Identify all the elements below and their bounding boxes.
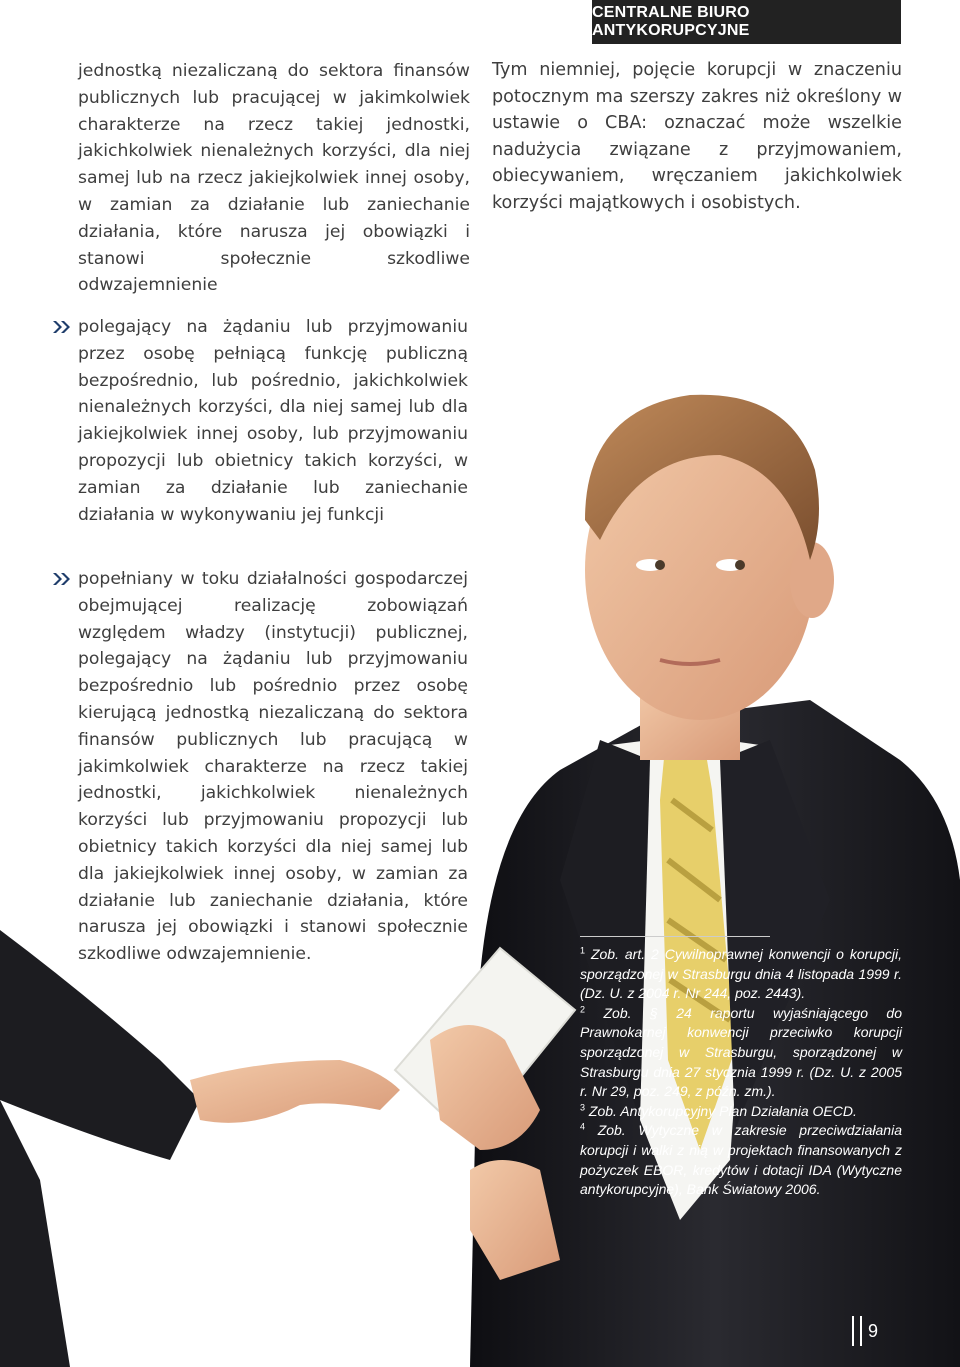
left-intro-paragraph: jednostką niezaliczaną do sektora finansów publicznych lub pracującej w jakimkolwiek charakterze na rzecz takiej jednostki, jakichkolwiek nienależnych korzyści, dla niej samej lub na rzecz jakiejkolwiek innej osoby, w zamian za działanie lub zaniechanie działania, które narusza jej obowiązki i stanowi społecznie szkodliwe odwzajemnienie [78,61,470,296]
double-chevron-icon [52,320,72,334]
footnote-item: $^4$ Zob. Wytyczne w zakresie przeciwdziałania korupcji i walki z nią w projektach finansowanych z pożyczek EBOR, kredytów i dotacji IDA (Wytyczne antykorupcyjne), Bank Światowy 2006. [580,1121,902,1198]
double-chevron-icon [52,572,72,586]
right-intro-paragraph: Tym niemniej, pojęcie korupcji w znaczeniu potocznym ma szerszy zakres niż określony w ustawie o CBA: oznaczać może wszelkie nadużycia związane z przyjmowaniem, obiecywaniem, wręczaniem jakichkolwiek korzyści majątkowych i osobistych. [492,60,902,213]
publication-header [592,0,901,44]
footnote-item: $^2$ Zob. § 24 raportu wyjaśniającego do Prawnokarnej konwencji przeciwko korupcji sporządzonej w Strasburgu, sporządzonej w Strasburgu dnia 27 stycznia 1999 r. (Dz. U. z 2005 r. Nr 29, poz. 249, z późn. zm.). [580,1004,903,1100]
header-label: CENTRALNE BIURO ANTYKORUPCYJNE [592,4,750,39]
footnote-item: $^1$ Zob. art. 2 Cywilnoprawnej konwencji o korupcji, sporządzonej w Strasburgu dnia 4 listopada 1999 r. (Dz. U. z 2004 r. Nr 244, poz. 2443). [580,945,902,1002]
footnote-item: $^3$ Zob. Antykorupcyjny Plan Działania OECD. [580,1102,857,1119]
footnote-divider [580,936,770,937]
page-number-value: 9 [868,1321,879,1341]
bullet-text: popełniany w toku działalności gospodarczej obejmującej realizację zobowiązań względem władzy (instytucji) publicznej, polegający na żądaniu lub przyjmowaniu bezpośrednio lub pośrednio przez osobę kierującą jednostką niezaliczaną do sektora finansów publicznych lub pracującą w jakimkolwiek charakterze na rzecz takiej jednostki, jakichkolwiek nienależnych korzyści lub przyjmowaniu propozycji lub obietnicy takich korzyści dla niej samej lub dla jakiejkolwiek innej osoby, w zamian za działanie lub zaniechanie działania, które narusza jej obowiązki i stanowi społecznie szkodliwe odwzajemnienie. [78,569,468,965]
page-number [852,1316,906,1346]
bullet-text: polegający na żądaniu lub przyjmowaniu przez osobę pełniącą funkcję publiczną bezpośrednio, lub pośrednio, jakichkolwiek nienależnych korzyści, dla niej samej lub dla jakiejkolwiek innej osoby, lub przyjmowaniu propozycji lub obietnicy takich korzyści, w zamian za działanie lub zaniechanie działania w wykonywaniu jej funkcji [78,317,468,525]
footnotes [580,936,902,1200]
